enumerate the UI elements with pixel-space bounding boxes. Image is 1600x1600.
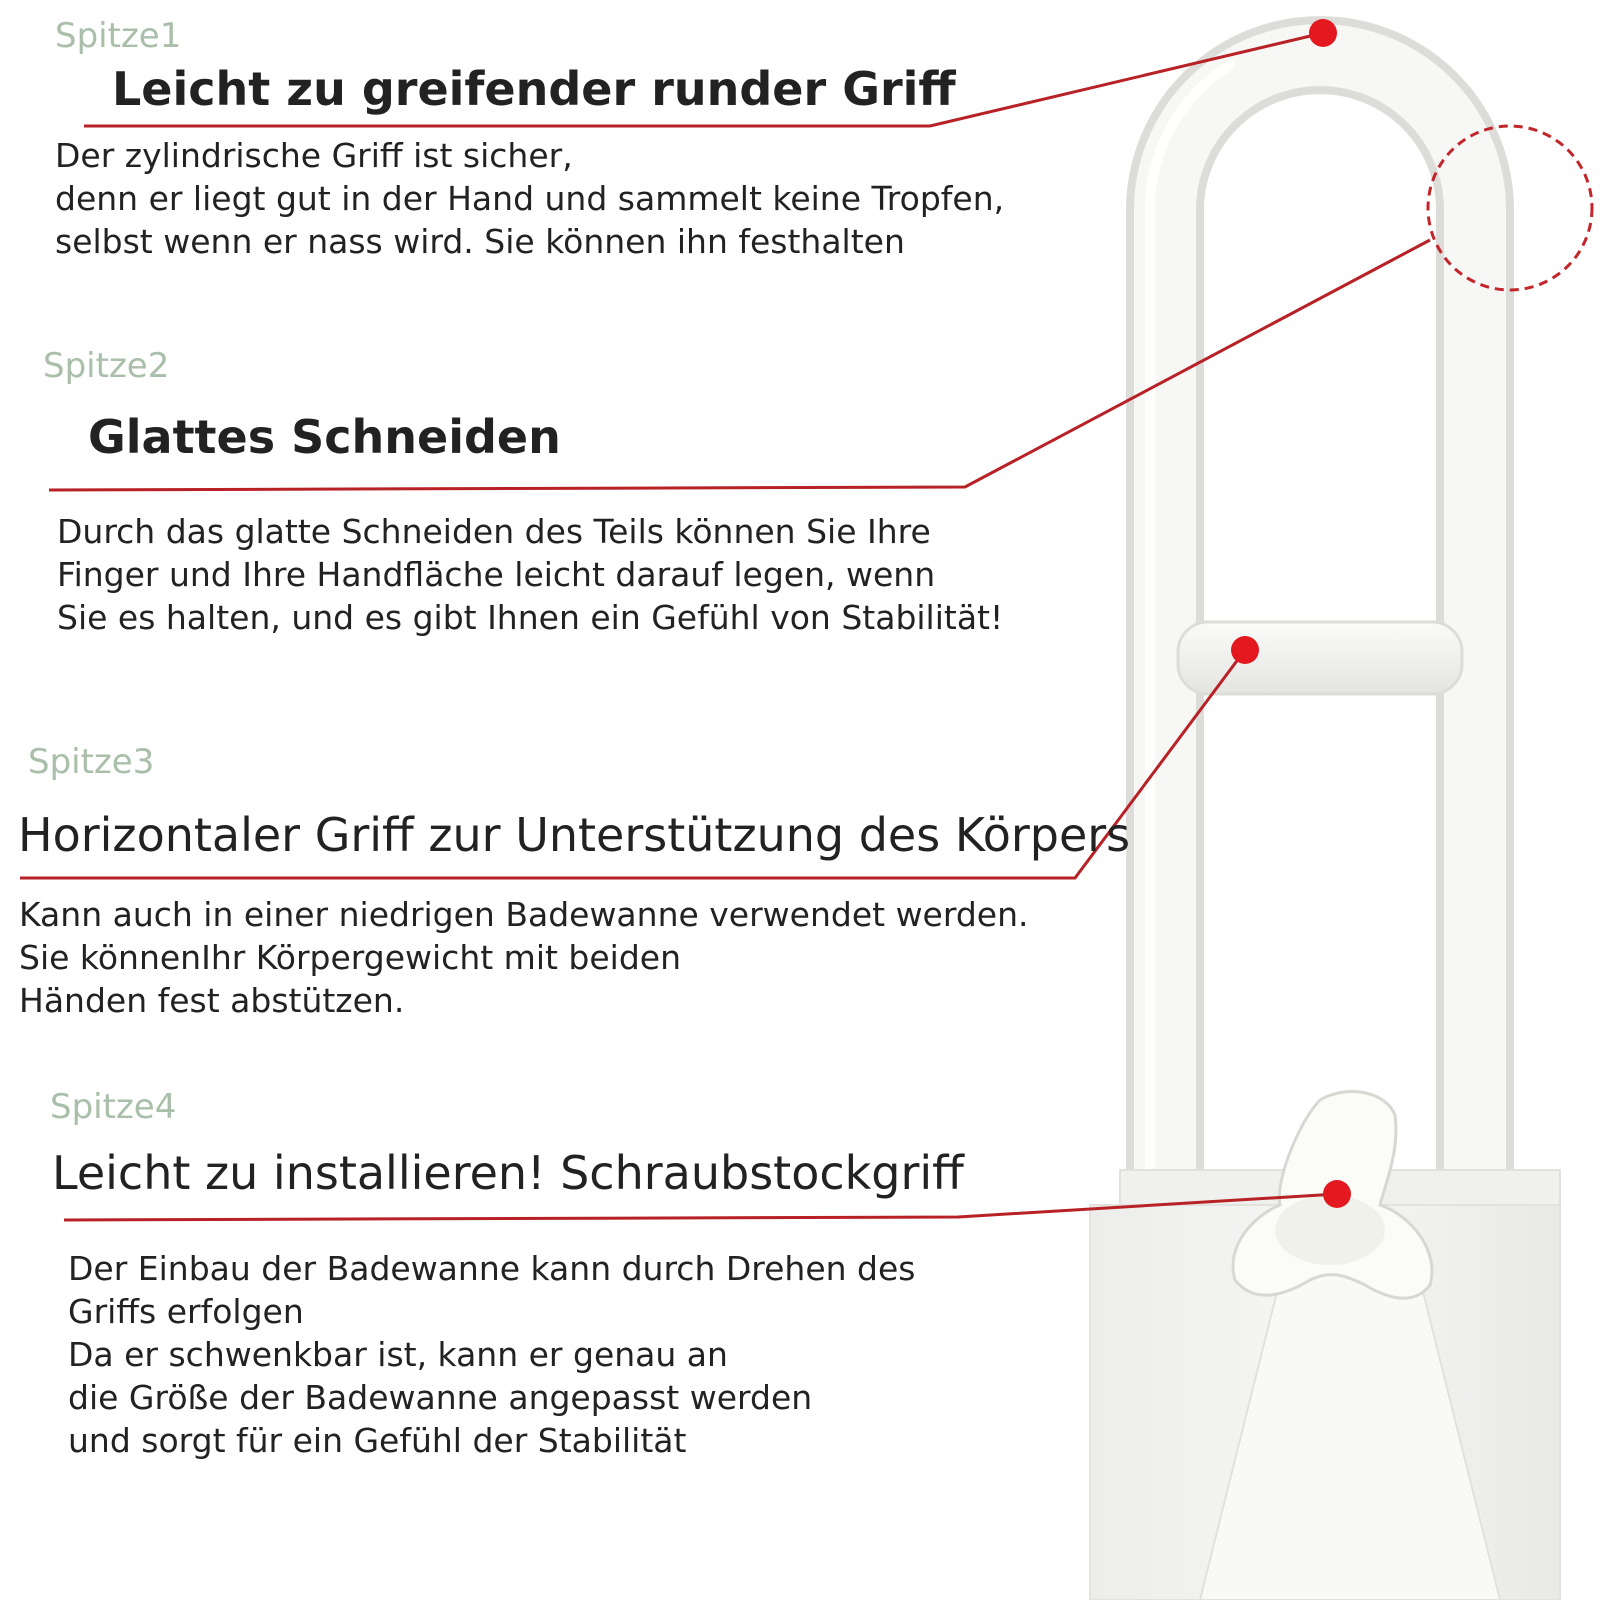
tip-body-4-line-4: die Größe der Badewanne angepasst werden bbox=[68, 1378, 813, 1417]
tip-body-3-line-3: Händen fest abstützen. bbox=[19, 981, 405, 1020]
tip-body-4 bbox=[68, 1247, 915, 1462]
tip-body-2-line-3: Sie es halten, und es gibt Ihnen ein Gefühl von Stabilität! bbox=[57, 598, 1004, 637]
tip-title-4: Leicht zu installieren! Schraubstockgriff bbox=[52, 1146, 964, 1200]
tip-label-3: Spitze3 bbox=[28, 742, 155, 782]
tip-title-2: Glattes Schneiden bbox=[88, 410, 561, 464]
tip-body-3 bbox=[19, 893, 1029, 1022]
tip-body-4-line-3: Da er schwenkbar ist, kann er genau an bbox=[68, 1335, 728, 1374]
tip-body-3-line-1: Kann auch in einer niedrigen Badewanne verwendet werden. bbox=[19, 895, 1029, 934]
tip-body-1-line-3: selbst wenn er nass wird. Sie können ihn festhalten bbox=[55, 222, 905, 261]
tip-label-1: Spitze1 bbox=[55, 16, 182, 56]
tip-body-3-line-2: Sie könnenIhr Körpergewicht mit beiden bbox=[19, 938, 681, 977]
tip-body-2 bbox=[57, 510, 1003, 639]
tip-label-2: Spitze2 bbox=[43, 346, 170, 386]
tip-title-1: Leicht zu greifender runder Griff bbox=[112, 62, 956, 116]
tip-label-4: Spitze4 bbox=[50, 1087, 177, 1127]
tip-title-3: Horizontaler Griff zur Unterstützung des Körpers bbox=[18, 808, 1131, 862]
horizontal-crossbar bbox=[1178, 622, 1462, 694]
tip-body-1-line-2: denn er liegt gut in der Hand und sammelt keine Tropfen, bbox=[55, 179, 1005, 218]
tip-body-2-line-1: Durch das glatte Schneiden des Teils können Sie Ihre bbox=[57, 512, 931, 551]
tip-body-4-line-5: und sorgt für ein Gefühl der Stabilität bbox=[68, 1421, 687, 1460]
tip-body-1-line-1: Der zylindrische Griff ist sicher, bbox=[55, 136, 573, 175]
tip-body-4-line-1: Der Einbau der Badewanne kann durch Drehen des bbox=[68, 1249, 916, 1288]
tip-body-4-line-2: Griffs erfolgen bbox=[68, 1292, 304, 1331]
tip-body-1 bbox=[55, 134, 1004, 263]
tip-body-2-line-2: Finger und Ihre Handfläche leicht darauf legen, wenn bbox=[57, 555, 936, 594]
